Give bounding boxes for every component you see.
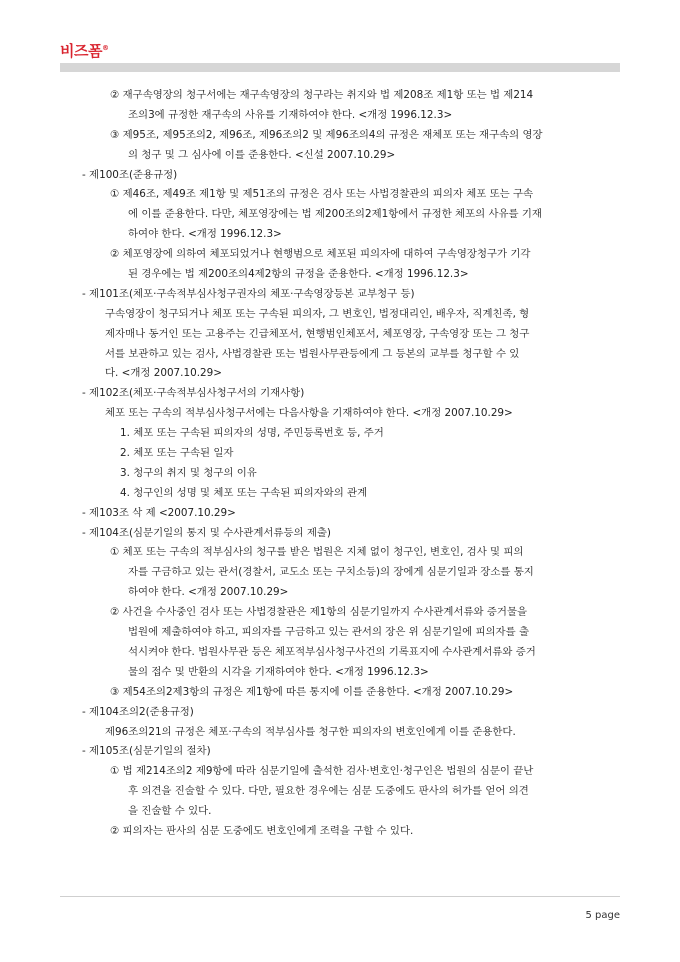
text-line: 체포 또는 구속의 적부심사청구서에는 다음사항을 기재하여야 한다. <개정 2007.10.29> [105, 407, 513, 420]
text-line: ③ 제95조, 제95조의2, 제96조, 제96조의2 및 제96조의4의 규정은 재체포 또는 재구속의 영장 [110, 128, 543, 141]
text-line: 법원에 제출하여야 하고, 피의자를 구금하고 있는 관서의 장은 위 심문기일에 피의자를 출 [128, 626, 529, 639]
text-line: 제자매나 동거인 또는 고용주는 긴급체포서, 현행범인체포서, 체포영장, 구속영장 또는 그 청구 [105, 327, 530, 340]
text-line: 다. <개정 2007.10.29> [105, 367, 222, 380]
text-line: 조의3에 규정한 재구속의 사유를 기재하여야 한다. <개정 1996.12.3> [128, 108, 453, 121]
text-line: ② 재구속영장의 청구서에는 재구속영장의 청구라는 취지와 법 제208조 제1항 또는 법 제214 [110, 89, 534, 101]
text-line: 2. 체포 또는 구속된 일자 [120, 447, 234, 460]
bizform-logo [60, 40, 108, 61]
document-body [60, 86, 620, 842]
text-line: ② 피의자는 판사의 심문 도중에도 변호인에게 조력을 구할 수 있다. [110, 824, 414, 837]
text-line: ① 체포 또는 구속의 적부심사의 청구를 받은 법원은 지체 없이 청구인, 변호인, 검사 및 피의 [110, 546, 524, 559]
registered-mark: ® [101, 44, 109, 52]
text-line: - 제104조의2(준용규정) [82, 705, 194, 718]
text-line: 을 진술할 수 있다. [128, 805, 212, 818]
text-line: 제96조의21의 규정은 체포·구속의 적부심사를 청구한 피의자의 변호인에게 이를 준용한다. [105, 725, 516, 738]
text-line: ① 제46조, 제49조 제1항 및 제51조의 규정은 검사 또는 사법경찰관의 피의자 체포 또는 구속 [110, 188, 534, 201]
text-line: 하여야 한다. <개정 1996.12.3> [128, 228, 282, 241]
text-line: 물의 접수 및 반환의 시각을 기재하여야 한다. <개정 1996.12.3> [128, 665, 429, 678]
page-number: 5 page [585, 910, 620, 921]
text-line: - 제103조 삭 제 <2007.10.29> [82, 506, 236, 519]
text-line: 4. 청구인의 성명 및 체포 또는 구속된 피의자와의 관계 [120, 486, 368, 499]
text-line: 석시켜야 한다. 법원사무관 등은 체포적부심사청구사건의 기록표지에 수사관계서류와 증거 [128, 645, 536, 658]
text-line: - 제104조(심문기일의 통지 및 수사관계서류등의 제출) [82, 526, 331, 539]
text-line: ② 사건을 수사중인 검사 또는 사법경찰관은 제1항의 심문기일까지 수사관계서류와 증거물을 [110, 606, 528, 619]
text-line: 된 경우에는 법 제200조의4제2항의 규정을 준용한다. <개정 1996.12.3> [128, 268, 469, 281]
logo-text: 비즈폼 [60, 42, 102, 60]
text-line: - 제102조(체포·구속적부심사청구서의 기재사항) [82, 387, 305, 400]
text-line: 후 의견을 진술할 수 있다. 다만, 필요한 경우에는 심문 도중에도 판사의 허가를 얻어 의견 [128, 785, 529, 798]
text-line: - 제101조(체포·구속적부심사청구권자의 체포·구속영장등본 교부청구 등) [82, 287, 415, 300]
text-line: 구속영장이 청구되거나 체포 또는 구속된 피의자, 그 변호인, 법정대리인, 배우자, 직계친족, 형 [105, 307, 530, 320]
footer-divider [60, 896, 620, 897]
text-line: 하여야 한다. <개정 2007.10.29> [128, 586, 289, 599]
text-line: ② 체포영장에 의하여 체포되었거나 현행범으로 체포된 피의자에 대하여 구속영장청구가 기각 [110, 248, 531, 261]
text-line: 자를 구금하고 있는 관서(경찰서, 교도소 또는 구치소등)의 장에게 심문기일과 장소를 통지 [128, 566, 534, 579]
text-line: 1. 체포 또는 구속된 피의자의 성명, 주민등록번호 등, 주거 [120, 427, 384, 440]
text-line: 서를 보관하고 있는 검사, 사법경찰관 또는 법원사무관등에게 그 등본의 교부를 청구할 수 있 [105, 347, 520, 360]
text-line: 에 이를 준용한다. 다만, 체포영장에는 법 제200조의2제1항에서 규정한 체포의 사유를 기재 [128, 208, 542, 221]
text-line: - 제105조(심문기일의 절차) [82, 745, 211, 758]
text-line: 3. 청구의 취지 및 청구의 이유 [120, 466, 257, 479]
text-line: ③ 제54조의2제3항의 규정은 제1항에 따른 통지에 이를 준용한다. <개정 2007.10.29> [110, 685, 514, 698]
header-bar [60, 63, 620, 72]
text-line: ① 법 제214조의2 제9항에 따라 심문기일에 출석한 검사·변호인·청구인은 법원의 심문이 끝난 [110, 765, 534, 778]
text-line: - 제100조(준용규정) [82, 168, 178, 181]
text-line: 의 청구 및 그 심사에 이를 준용한다. <신설 2007.10.29> [128, 148, 396, 161]
